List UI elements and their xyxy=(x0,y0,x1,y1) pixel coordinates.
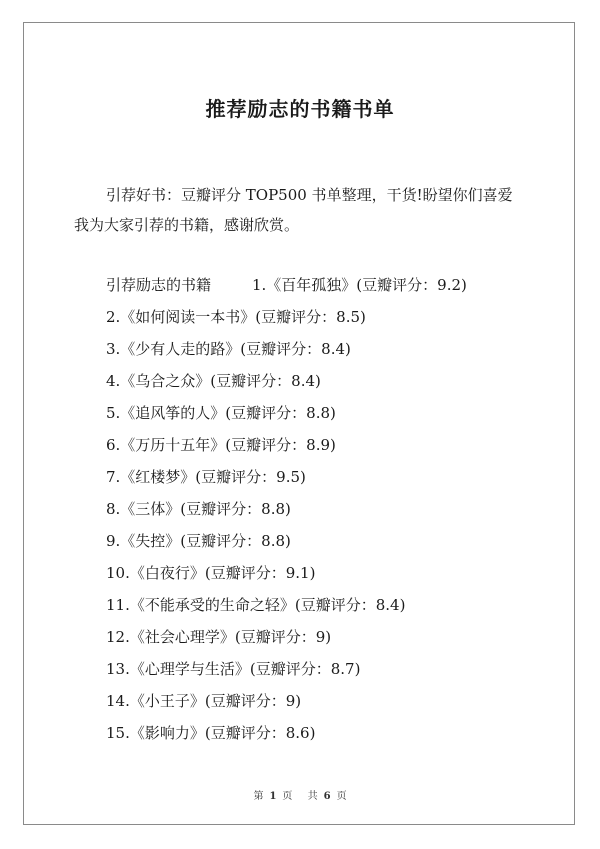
list-item: 10.《白夜行》(豆瓣评分：9.1) xyxy=(106,564,316,582)
list-heading: 引荐励志的书籍 xyxy=(106,276,212,294)
list-item: 11.《不能承受的生命之轻》(豆瓣评分：8.4) xyxy=(106,596,406,614)
book-entry: 1.《百年孤独》(豆瓣评分：9.2) xyxy=(252,276,467,294)
page-indicator: 第 1 页 xyxy=(253,791,293,802)
list-item: 14.《小王子》(豆瓣评分：9) xyxy=(106,692,302,710)
intro-line-2: 我为大家引荐的书籍，感谢欣赏。 xyxy=(74,216,300,234)
list-item: 4.《乌合之众》(豆瓣评分：8.4) xyxy=(106,372,321,390)
list-item: 8.《三体》(豆瓣评分：8.8) xyxy=(106,500,291,518)
list-item: 9.《失控》(豆瓣评分：8.8) xyxy=(106,532,291,550)
list-item: 12.《社会心理学》(豆瓣评分：9) xyxy=(106,628,332,646)
list-item: 7.《红楼梦》(豆瓣评分：9.5) xyxy=(106,468,306,486)
total-pages: 共 6 页 xyxy=(307,791,347,802)
list-item: 3.《少有人走的路》(豆瓣评分：8.4) xyxy=(106,340,351,358)
page-number: 1 xyxy=(269,791,277,802)
intro-paragraph xyxy=(74,180,534,240)
list-item: 6.《万历十五年》(豆瓣评分：8.9) xyxy=(106,436,336,454)
list-item: 13.《心理学与生活》(豆瓣评分：8.7) xyxy=(106,660,361,678)
page-footer xyxy=(0,787,600,802)
total-pages-number: 6 xyxy=(323,791,331,802)
list-item xyxy=(106,272,467,304)
document-title: 推荐励志的书籍书单 xyxy=(205,97,395,121)
list-item: 15.《影响力》(豆瓣评分：8.6) xyxy=(106,724,316,742)
list-item: 5.《追风筝的人》(豆瓣评分：8.8) xyxy=(106,404,336,422)
list-item: 2.《如何阅读一本书》(豆瓣评分：8.5) xyxy=(106,308,366,326)
book-list xyxy=(106,272,467,752)
intro-line-1: 引荐好书：豆瓣评分 TOP500 书单整理，干货!盼望你们喜爱 xyxy=(106,186,513,204)
